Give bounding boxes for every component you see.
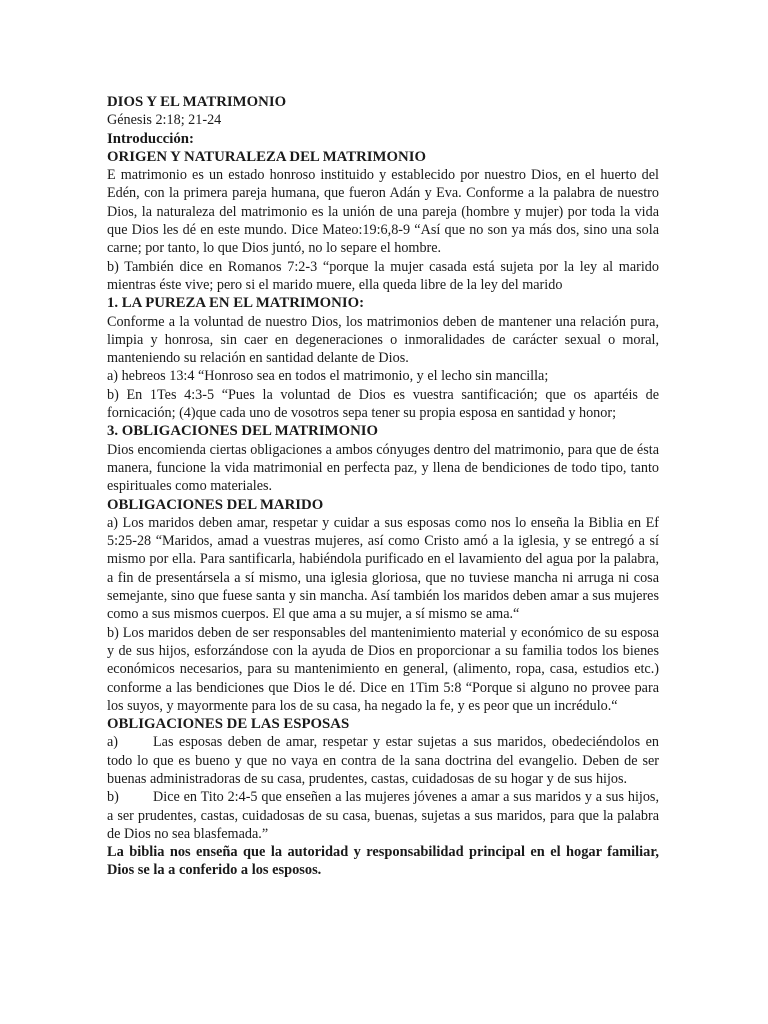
section-purity-paragraph: Conforme a la voluntad de nuestro Dios, los matrimonios deben de mantener una relación pura, limpia y honrosa, sin caer en degeneraciones o inmoralidades de carácter sexual o moral, manteniendo su relación en santidad delante de Dios. (107, 313, 659, 367)
section-husband-point-a: a) Los maridos deben amar, respetar y cuidar a sus esposas como nos lo enseña la Biblia en Ef 5:25-28 “Maridos, amad a vuestras mujeres, así como Cristo amó a la iglesia, y se entregó a sí mismo por ella. Para santificarla, habiéndola purificado en el lavamiento del agua por la palabra, a fin de presentársela a sí mismo, una iglesia gloriosa, que no tuviese mancha ni arruga ni cosa semejante, sino que fuese santa y sin mancha. Así también los maridos deben amar a sus mujeres como a sus mismos cuerpos. El que ama a su mujer, a sí mismo se ama.“ (107, 514, 659, 623)
section-purity-point-a: a) hebreos 13:4 “Honroso sea en todos el matrimonio, y el lecho sin mancilla; (107, 368, 549, 385)
section-wives-heading: OBLIGACIONES DE LAS ESPOSAS (107, 716, 350, 733)
section-wives-point-a (107, 733, 659, 788)
section-wives-point-b-text: Dice en Tito 2:4-5 que enseñen a las mujeres jóvenes a amar a sus maridos y a sus hijos, a ser prudentes, castas, cuidadosas de su casa, buenas, sujetas a sus maridos, para que la palabra de Dios no sea blasfemada.” (107, 789, 659, 842)
section-obligations-heading: 3. OBLIGACIONES DEL MATRIMONIO (107, 423, 379, 440)
intro-label: Introducción: (107, 130, 194, 147)
section-wives-point-a-text: Las esposas deben de amar, respetar y estar sujetas a sus maridos, obedeciéndolos en todo lo que es bueno y que no vaya en contra de la sana doctrina del evangelio. Deben de ser buenas administradoras de su casa, prudentes, castas, cuidadosas de su hogar y de sus hijos. (107, 734, 659, 787)
section-origin-point-b: b) También dice en Romanos 7:2-3 “porque la mujer casada está sujeta por la ley al marido mientras éste vive; pero si el marido muere, ella queda libre de la ley del marido (107, 258, 659, 293)
section-husband-point-b: b) Los maridos deben de ser responsables del mantenimiento material y económico de su esposa y de sus hijos, esforzándose con la ayuda de Dios en proporcionar a su familia todos los bienes económicos necesarios, para su mantenimiento en general, (alimento, ropa, casa, estudios etc.) conforme a las bendiciones que Dios le dé. Dice en 1Tim 5:8 “Porque si alguno no provee para los suyos, y mayormente para los de su casa, ha negado la fe, y es peor que un incrédulo.“ (107, 624, 659, 714)
section-origin-heading: ORIGEN Y NATURALEZA DEL MATRIMONIO (107, 148, 426, 165)
section-wives-point-b (107, 788, 659, 843)
list-marker-a: a) (107, 734, 119, 751)
scripture-reference: Génesis 2:18; 21-24 (107, 112, 222, 129)
document-page (107, 93, 659, 880)
section-origin-paragraph: E matrimonio es un estado honroso instituido y establecido por nuestro Dios, en el huerto del Edén, con la primera pareja humana, que fueron Adán y Eva. Conforme a la palabra de nuestro Dios, la naturaleza del matrimonio es la unión de una pareja (hombre y mujer) por toda la vida que Dios les dé en este mundo. Dice Mateo:19:6,8-9 “Así que no son ya más dos, sino una sola carne; por tanto, lo que Dios juntó, no lo separe el hombre. (107, 167, 659, 257)
section-purity-heading: 1. LA PUREZA EN EL MATRIMONIO: (107, 295, 365, 312)
section-obligations-paragraph: Dios encomienda ciertas obligaciones a ambos cónyuges dentro del matrimonio, para que de ésta manera, funcione la vida matrimonial en perfecta paz, y llena de bendiciones de todo tipo, tanto espirituales como materiales. (107, 441, 659, 495)
closing-statement: La biblia nos enseña que la autoridad y responsabilidad principal en el hogar familiar, Dios se la a conferido a los esposos. (107, 844, 659, 879)
section-husband-heading: OBLIGACIONES DEL MARIDO (107, 496, 324, 513)
list-marker-b: b) (107, 789, 119, 806)
document-title: DIOS Y EL MATRIMONIO (107, 94, 287, 110)
section-purity-point-b: b) En 1Tes 4:3-5 “Pues la voluntad de Dios es vuestra santificación; que os apartéis de fornicación; (4)que cada uno de vosotros sepa tener su propia esposa en santidad y honor; (107, 386, 659, 422)
